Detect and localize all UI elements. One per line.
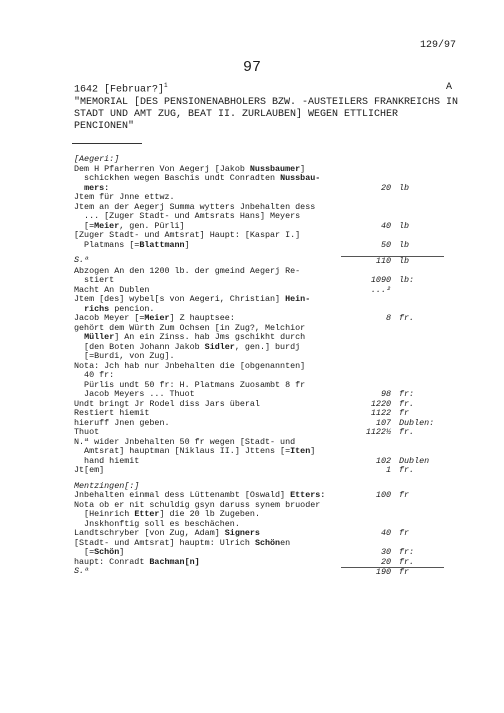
document-date — [74, 82, 168, 95]
ledger-row — [74, 295, 444, 305]
ledger-row-text: Nota: Jch hab nur Jnbehalten die [obgenannten] — [74, 361, 306, 371]
ledger-row-text: [den Boten Johann Jakob Sidler, gen.] burdj — [74, 342, 301, 352]
ledger-row-amount: 20 — [380, 556, 391, 567]
ledger-row-unit: fr. — [399, 313, 415, 323]
ledger-row-text: Macht An Dublen — [74, 285, 150, 295]
date-footnote-ref: 1 — [164, 82, 168, 89]
date-text: 1642 [Februar?] — [74, 84, 165, 96]
ledger-row-amount: 190 — [341, 567, 391, 578]
ledger-row — [74, 155, 444, 165]
ledger-row-amount: 1122½ — [365, 427, 391, 437]
page-number: 97 — [242, 59, 261, 76]
ledger-row-text: Abzogen An den 1200 lb. der gmeind Aegerj Re- — [74, 266, 301, 276]
ledger-row-text: S.ª — [74, 567, 90, 576]
ledger-row — [74, 286, 444, 296]
ledger-row — [74, 333, 444, 343]
ledger-row-text: Jt[em] — [74, 466, 105, 475]
ledger-row — [74, 567, 444, 578]
ledger-row — [74, 438, 444, 448]
ledger-row-text: Jtem an der Aegerj Summa wytters Jnbehalten dess — [74, 202, 316, 212]
ledger-row — [74, 193, 444, 203]
ledger-row-text: mers: — [84, 183, 110, 193]
ledger-row-text: Müller] An ein Zinss. hab Jms gschikht durch — [84, 333, 306, 342]
ledger-row — [74, 558, 444, 568]
ledger-row-text: gehört dem Würth Zum Ochsen [in Zug?, Melchior — [74, 323, 306, 333]
ledger-row-text: [Stadt- und Amtsrat] hauptm: Ulrich Schönen — [74, 538, 291, 548]
ledger-row-text: [=Meier, gen. Pürli] — [74, 221, 185, 231]
ledger-row-text: S.ª — [74, 256, 90, 265]
ledger-row-amount: 30 — [380, 547, 391, 557]
ledger-row — [74, 165, 444, 175]
document-marker: A — [445, 82, 452, 93]
ledger-entries — [74, 155, 444, 578]
ledger-row-amount: 20 — [380, 182, 391, 193]
ledger-row-unit: fr — [399, 490, 410, 500]
ledger-row-text: Restiert hiemit — [74, 409, 150, 418]
ledger-row-amount: 1090 — [370, 275, 391, 285]
ledger-row — [74, 529, 444, 539]
ledger-row-text: Landtschryber [von Zug, Adam] Signers — [74, 529, 260, 538]
title-divider — [72, 143, 142, 144]
ledger-row-unit: fr. — [399, 427, 415, 437]
ledger-row-amount: ...² — [370, 284, 391, 295]
ledger-row-amount: 1122 — [370, 408, 391, 418]
ledger-row-text: [Heinrich Etter] die 20 lb Zugeben. — [74, 510, 260, 519]
ledger-row-unit: lb: — [399, 275, 415, 285]
ledger-row-text: Thuot — [74, 428, 100, 437]
ledger-row — [74, 324, 444, 334]
ledger-row-amount: 98 — [380, 389, 391, 399]
document-title: "MEMORIAL [DES PENSIONENABHOLERS BZW. -AUSTEILERS FRANKREICHS IN STADT UND AMT ZUG, BEAT II. ZURLAUBEN] WEGEN ETTLICHER PENCIONEN" — [74, 97, 459, 132]
ledger-row — [74, 184, 444, 194]
ledger-row-unit: Dublen — [399, 455, 430, 466]
ledger-row — [74, 501, 444, 511]
ledger-row-text: Jnbehalten einmal dess Lüttenambt [Oswald] Etters: — [74, 491, 326, 500]
ledger-row — [74, 241, 444, 251]
ledger-row-text: Jacob Meyers ... Thuot — [74, 390, 195, 399]
ledger-row-text: Jacob Meyer [=Meier] Z hauptsee: — [74, 314, 235, 323]
ledger-row-unit: lb — [399, 182, 410, 193]
ledger-row-amount: 50 — [380, 239, 391, 250]
ledger-row-text: Amtsrat] hauptman [Niklaus II.] Jttens [=Iten] — [74, 447, 316, 456]
ledger-row — [74, 466, 444, 476]
ledger-row-unit: fr — [399, 528, 410, 538]
ledger-row-text: Nota ob er nit schuldig gsyn daruss synem bruoder — [74, 500, 321, 510]
ledger-row-unit: fr — [399, 408, 410, 418]
ledger-row — [74, 428, 444, 438]
ledger-row — [74, 491, 444, 501]
ledger-row-text: [Zuger Stadt- und Amtsrat] Haupt: [Kaspar I.] — [74, 231, 301, 240]
ledger-row-amount: 110 — [341, 256, 391, 267]
ledger-row-unit: fr. — [399, 556, 415, 567]
ledger-row-unit: lb — [391, 256, 444, 267]
ledger-row — [74, 222, 444, 232]
ledger-row-text: Platmans [=Blattmann] — [74, 240, 190, 250]
ledger-row-text: Jtem für Jnne ettwz. — [74, 193, 175, 202]
ledger-row-text: schickhen wegen Baschis undt Conradten Nussbau- — [74, 174, 321, 183]
ledger-row-amount: 107 — [375, 417, 391, 428]
ledger-row-text: Pürlis undt 50 fr: H. Platmans Zuosambt 8 fr — [74, 380, 306, 390]
ledger-row-text: Dem H Pfarherren Von Aegerj [Jakob Nussbaumer] — [74, 164, 306, 174]
ledger-row-amount: 40 — [380, 528, 391, 538]
ledger-row-amount: 1 — [385, 465, 391, 475]
ledger-row-unit: fr. — [399, 465, 415, 475]
ledger-row-text: [=Schön] — [74, 548, 125, 557]
ledger-row-amount: 100 — [375, 490, 391, 500]
ledger-row-text: stiert — [74, 276, 115, 285]
ledger-row — [74, 371, 444, 381]
ledger-row-unit: fr — [391, 567, 444, 578]
ledger-row-text: ... [Zuger Stadt- und Amtsrats Hans] Meyers — [74, 212, 301, 221]
ledger-row-text: Jnskhonftig soll es beschächen. — [74, 519, 240, 529]
ledger-row-text: [Aegeri:] — [74, 155, 120, 164]
ledger-row-amount: 102 — [375, 455, 391, 466]
ledger-row-text: hieruff Jnen geben. — [74, 418, 170, 428]
ledger-row-text: hand hiemit — [74, 456, 140, 466]
ledger-row-text: N.ª wider Jnbehalten 50 fr wegen [Stadt- und — [74, 437, 296, 447]
ledger-row-text: haupt: Conradt Bachman[n] — [74, 557, 200, 567]
ledger-row-amount: 1220 — [370, 398, 391, 409]
ledger-row-text: 40 fr: — [74, 371, 115, 380]
ledger-row-text: Undt bringt Jr Rodel diss Jars überal — [74, 399, 260, 409]
page-reference: 129/97 — [419, 40, 456, 51]
ledger-row-unit: Dublen: — [399, 417, 435, 428]
ledger-row-amount: 40 — [380, 220, 391, 231]
ledger-row — [74, 203, 444, 213]
ledger-row — [74, 314, 444, 324]
ledger-row-text: Jtem [des] wybel[s von Aegeri, Christian] Hein- — [74, 295, 311, 304]
ledger-row-unit: fr: — [399, 389, 415, 399]
ledger-row — [74, 343, 444, 353]
ledger-row — [74, 510, 444, 520]
ledger-row — [74, 256, 444, 267]
ledger-row-text: richs pencion. — [84, 304, 155, 314]
ledger-row-text: [=Burdi, von Zug]. — [74, 352, 175, 361]
ledger-row — [74, 352, 444, 362]
ledger-row-unit: lb — [399, 220, 410, 231]
ledger-row-unit: fr: — [399, 547, 415, 557]
ledger-row-unit: lb — [399, 239, 410, 250]
ledger-row-amount: 8 — [385, 313, 391, 323]
ledger-row-unit: fr. — [399, 398, 415, 409]
ledger-row-text: Mentzingen[:] — [74, 481, 140, 491]
ledger-row — [74, 362, 444, 372]
